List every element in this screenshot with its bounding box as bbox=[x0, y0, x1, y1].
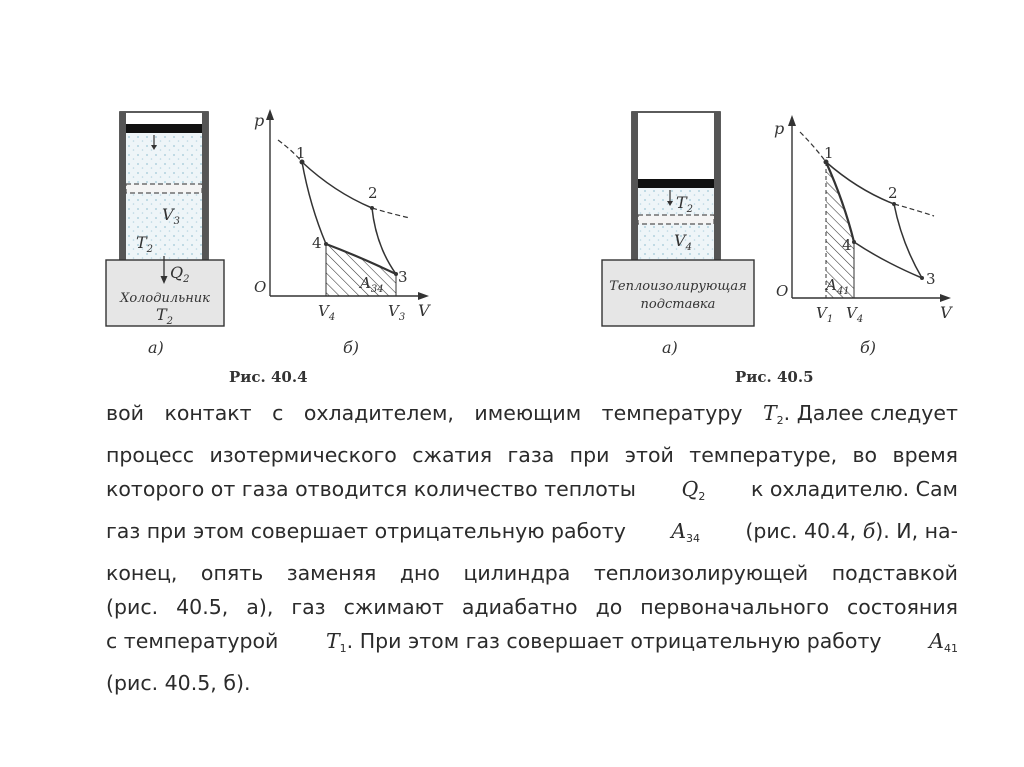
origin5-label: O bbox=[776, 282, 789, 300]
point-1: 1 bbox=[296, 144, 306, 162]
text-line-7 bbox=[106, 624, 958, 666]
text-span: (рис. 40.5, а), газ сжимают адиабатно до первоначального состояния bbox=[106, 595, 958, 619]
text-span: конец, опять заменяя дно цилиндра теплоизолирующей подставкой bbox=[106, 561, 958, 585]
tick-v3: $V_3$ bbox=[388, 302, 406, 323]
cooler-temp: $T_2$ bbox=[156, 305, 174, 327]
cyl5-temp-label: $T_2$ bbox=[676, 193, 694, 215]
body-text bbox=[106, 396, 958, 700]
heat-label: $Q_2$ bbox=[170, 263, 190, 285]
text-span: с температурой bbox=[106, 629, 279, 653]
text-line-4 bbox=[106, 514, 958, 556]
stand-label-2: подставка bbox=[640, 297, 716, 312]
text-span: процесс изотермического сжатия газа при этой температуре, во время bbox=[106, 443, 958, 467]
cyl-volume-label: $V_3$ bbox=[162, 205, 180, 227]
fig-40-4-cylinder bbox=[100, 108, 230, 330]
fig-40-5-cylinder bbox=[598, 108, 758, 330]
text-span: которого от газа отводится количество теплоты bbox=[106, 477, 636, 501]
word: с bbox=[272, 401, 284, 425]
word: имеющим bbox=[474, 401, 582, 425]
word: контакт bbox=[164, 401, 252, 425]
axis-v-label: V bbox=[418, 301, 430, 320]
point-2: 2 bbox=[368, 184, 378, 202]
stand-label-1: Теплоизолирующая bbox=[609, 279, 747, 294]
text-line-8 bbox=[106, 666, 958, 700]
text-line-5 bbox=[106, 556, 958, 590]
point-3: 3 bbox=[398, 268, 408, 286]
axis-p-label: p bbox=[254, 111, 265, 130]
point5-2: 2 bbox=[888, 184, 898, 202]
axis5-v-label: V bbox=[940, 303, 952, 322]
fig-40-4-sub-b: б) bbox=[343, 338, 360, 357]
formula-a34: $A_{34}$ bbox=[671, 519, 701, 545]
text-span: к охладителю. Сам bbox=[750, 477, 958, 501]
tick5-v1: $V_1$ bbox=[816, 304, 834, 325]
cyl5-volume-label: $V_4$ bbox=[674, 231, 692, 253]
caption-fig-40-4: Рис. 40.4 bbox=[229, 368, 308, 386]
fig-40-5-sub-a: а) bbox=[662, 338, 678, 357]
word: температуру bbox=[601, 401, 743, 425]
formula-t1: $T_1$. При этом газ совершает отрицательную работу bbox=[325, 629, 882, 655]
origin-label: O bbox=[254, 278, 267, 296]
fig-40-4-sub-a: а) bbox=[148, 338, 164, 357]
text-line-3 bbox=[106, 472, 958, 514]
tick-v4: $V_4$ bbox=[318, 302, 336, 323]
text-span: газ при этом совершает отрицательную работу bbox=[106, 519, 626, 543]
formula-q2: $Q_2$ bbox=[681, 477, 706, 503]
text-line-2 bbox=[106, 438, 958, 472]
fig-40-4-graph bbox=[248, 106, 438, 330]
tick5-v4: $V_4$ bbox=[846, 304, 864, 325]
text-span: (рис. 40.5, б). bbox=[106, 671, 251, 695]
work-label: $A_{34}$ bbox=[360, 274, 384, 295]
point-4: 4 bbox=[312, 234, 322, 252]
point5-3: 3 bbox=[926, 270, 936, 288]
formula-t2: $T_2$. Далее следует bbox=[762, 401, 958, 427]
point5-4: 4 bbox=[842, 236, 852, 254]
text-span: (рис. 40.4, б). И, на- bbox=[745, 519, 958, 543]
point5-1: 1 bbox=[824, 144, 834, 162]
text-line-1 bbox=[106, 396, 958, 438]
caption-fig-40-5: Рис. 40.5 bbox=[735, 368, 814, 386]
work5-label: $A_{41}$ bbox=[826, 276, 850, 297]
formula-a41: $A_{41}$ bbox=[929, 629, 958, 655]
fig-40-5-sub-b: б) bbox=[860, 338, 877, 357]
text-line-6 bbox=[106, 590, 958, 624]
cooler-label: Холодильник bbox=[120, 291, 210, 306]
word: вой bbox=[106, 401, 144, 425]
axis5-p-label: p bbox=[774, 119, 785, 138]
word: охладителем, bbox=[303, 401, 454, 425]
fig-40-5-graph bbox=[766, 112, 966, 332]
cyl-temp-label: $T_2$ bbox=[136, 233, 154, 255]
